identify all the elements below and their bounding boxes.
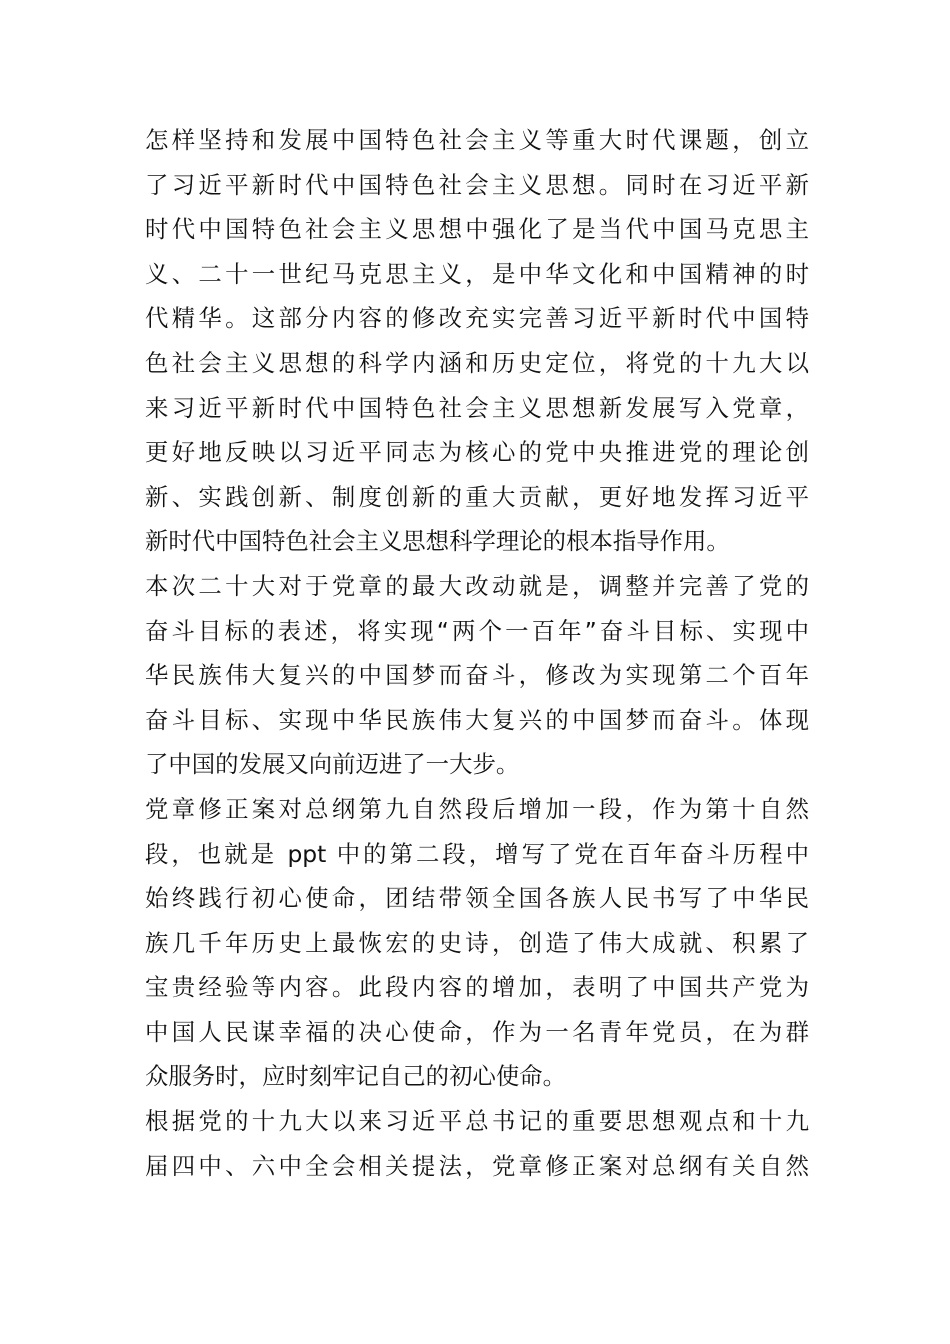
text-line: 代精华。这部分内容的修改充实完善习近平新时代中国特	[145, 304, 809, 333]
paragraph-4	[145, 1099, 809, 1188]
text-line: 奋斗目标、实现中华民族伟大复兴的中国梦而奋斗。体现	[145, 705, 809, 734]
text-line: 族几千年历史上最恢宏的史诗，创造了伟大成就、积累了	[145, 928, 809, 957]
text-line: 新、实践创新、制度创新的重大贡献，更好地发挥习近平	[145, 482, 809, 511]
text-line: 众服务时，应时刻牢记自己的初心使命。	[145, 1062, 567, 1091]
text-line: 届四中、六中全会相关提法，党章修正案对总纲有关自然	[145, 1151, 809, 1180]
text-line: 始终践行初心使命，团结带领全国各族人民书写了中华民	[145, 884, 809, 913]
text-line: 本次二十大对于党章的最大改动就是，调整并完善了党的	[145, 571, 809, 600]
text-line: 义、二十一世纪马克思主义，是中华文化和中国精神的时	[145, 259, 809, 288]
text-line: 怎样坚持和发展中国特色社会主义等重大时代课题，创立	[145, 126, 809, 154]
text-line: 更好地反映以习近平同志为核心的党中央推进党的理论创	[145, 438, 809, 467]
paragraph-1	[145, 118, 809, 564]
text-line: 根据党的十九大以来习近平总书记的重要思想观点和十九	[145, 1107, 809, 1136]
text-line: 中国人民谋幸福的决心使命，作为一名青年党员，在为群	[145, 1017, 809, 1046]
text-line: 色社会主义思想的科学内涵和历史定位，将党的十九大以	[145, 348, 809, 377]
text-line: 了中国的发展又向前迈进了一大步。	[145, 750, 520, 779]
text-line: 段，也就是 ppt 中的第二段，增写了党在百年奋斗历程中	[145, 839, 809, 868]
paragraph-3	[145, 787, 809, 1099]
text-line: 奋斗目标的表述，将实现“两个一百年”奋斗目标、实现中	[145, 616, 809, 645]
text-line: 党章修正案对总纲第九自然段后增加一段，作为第十自然	[145, 794, 809, 823]
text-line: 来习近平新时代中国特色社会主义思想新发展写入党章，	[145, 393, 809, 422]
text-line: 新时代中国特色社会主义思想科学理论的根本指导作用。	[145, 527, 730, 556]
text-line: 华民族伟大复兴的中国梦而奋斗，修改为实现第二个百年	[145, 661, 809, 690]
text-line: 时代中国特色社会主义思想中强化了是当代中国马克思主	[145, 215, 809, 244]
text-line: 宝贵经验等内容。此段内容的增加，表明了中国共产党为	[145, 973, 809, 1002]
text-line: 了习近平新时代中国特色社会主义思想。同时在习近平新	[145, 170, 809, 199]
paragraph-2	[145, 564, 809, 787]
document-body	[145, 118, 809, 1188]
